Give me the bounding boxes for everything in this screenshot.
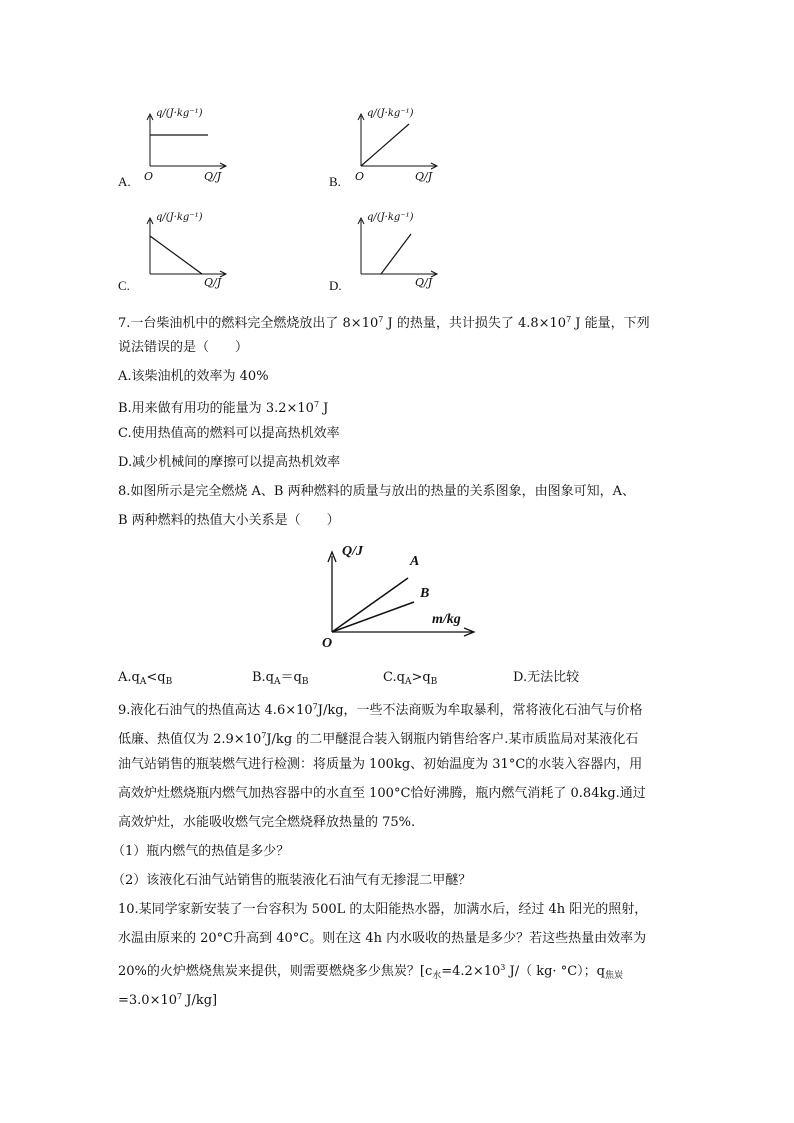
q6-ylabel: q/(J·kg⁻¹) (367, 212, 414, 223)
q10-sub: 焦炭 (604, 971, 623, 981)
q6-graph-d (329, 212, 439, 294)
q8-stem-line2: B 两种燃料的热值大小关系是（ ） (118, 513, 340, 528)
q6-option-letter: A. (118, 174, 131, 189)
q7-exp: 7 (313, 400, 320, 409)
q7-exp: 7 (378, 315, 384, 324)
q10-sub: 水 (432, 971, 442, 981)
q7-text: J 的热量，共计损失了 4.8×10 (383, 316, 567, 331)
q6-ylabel: q/(J·kg⁻¹) (156, 212, 203, 223)
q9-stem-line4: 高效炉灶燃烧瓶内燃气加热容器中的水直至 100°C恰好沸腾，瓶内燃气消耗了 0.84kg.通过 (118, 786, 646, 801)
q8-sub: B (165, 677, 173, 687)
q8-line-b-label: B (420, 586, 430, 601)
q9-stem-line5: 高效炉灶，水能吸收燃气完全燃烧释放热量的 75%. (118, 815, 416, 830)
q6-graph-a (118, 108, 228, 190)
q6-xlabel: Q/J (415, 276, 433, 289)
q9-text: J/kg 的二甲醚混合装入钢瓶内销售给客户.某市质监局对某液化石 (266, 732, 639, 747)
q6-xlabel: Q/J (204, 276, 222, 289)
q8-line-a-label: A (410, 554, 420, 569)
q10-text: =4.2×10 (441, 964, 501, 979)
q8-sub: A (274, 677, 281, 687)
q6-ylabel: q/(J·kg⁻¹) (367, 108, 414, 119)
q6-graph-c (118, 212, 228, 294)
q6-xlabel: Q/J (204, 170, 222, 183)
q9-stem-line3: 油气站销售的瓶装燃气进行检测：将质量为 100kg、初始温度为 31°C的水装入容器内，用 (118, 757, 643, 772)
q9-text: 9.液化石油气的热值高达 4.6×10 (118, 703, 313, 718)
q7-text: 7.一台柴油机中的燃料完全燃烧放出了 8×10 (118, 316, 379, 331)
q6-origin: O (355, 170, 365, 183)
q7-option-b (118, 395, 328, 419)
q8-sub: B (430, 677, 438, 687)
q7-stem-line2: 说法错误的是（ ） (118, 340, 249, 355)
q8-xlabel: m/kg (432, 612, 461, 627)
q8-option-b (252, 668, 308, 692)
q8-option-d: D.无法比较 (513, 670, 580, 685)
q6-xlabel: Q/J (415, 170, 433, 183)
q9-exp: 7 (261, 731, 267, 740)
q9-subquestion-2: （2）该液化石油气站销售的瓶装液化石油气有无掺混二甲醚？ (112, 873, 472, 888)
q8-sub: A (404, 677, 412, 687)
q8-sub: A (139, 677, 147, 687)
q9-stem-line1 (118, 697, 643, 721)
q10-text: J/kg] (182, 993, 218, 1008)
q6-graph-b (329, 108, 439, 190)
q8-sub: B (301, 677, 309, 687)
q7-option-a: A.该柴油机的效率为 40% (118, 369, 269, 384)
q10-exp: 7 (177, 992, 183, 1001)
q8-text: >q (411, 670, 431, 685)
q10-stem-line2: 水温由原来的 20°C升高到 40°C。则在这 4h 内水吸收的热量是多少？若这些热量由效率为 (118, 931, 647, 946)
q7-stem-line1 (118, 310, 650, 334)
q7-text: J 能量，下列 (571, 316, 650, 331)
q10-stem-line3 (118, 958, 623, 986)
q8-text: <q (146, 670, 166, 685)
q8-text: ＝q (280, 670, 302, 685)
q9-stem-line2 (118, 726, 638, 750)
q10-text: =3.0×10 (118, 993, 178, 1008)
q10-text: J/（ kg· °C）；q (505, 964, 605, 979)
q8-text: C.q (383, 670, 405, 685)
q7-text: B.用来做有用功的能量为 3.2×10 (118, 401, 314, 416)
q7-option-c: C.使用热值高的燃料可以提高热机效率 (118, 426, 340, 441)
q8-ylabel: Q/J (342, 544, 363, 559)
q9-text: J/kg，一些不法商贩为牟取暴利，常将液化石油气与价格 (317, 703, 643, 718)
q10-stem-line4 (118, 987, 217, 1011)
q8-graph-svg (310, 540, 480, 658)
q10-text: 20%的火炉燃烧焦炭来提供，则需要燃烧多少焦炭？[c (118, 964, 433, 979)
q8-origin: O (322, 636, 333, 651)
q7-exp: 7 (566, 315, 572, 324)
q6-option-letter: D. (329, 278, 342, 293)
q9-exp: 7 (312, 702, 318, 711)
q10-exp: 3 (500, 963, 506, 972)
q9-text: 低廉、热值仅为 2.9×10 (118, 732, 262, 747)
q8-option-c (383, 668, 437, 692)
q6-option-letter: B. (329, 174, 341, 189)
q8-stem-line1: 8.如图所示是完全燃烧 A、B 两种燃料的质量与放出的热量的关系图象，由图象可知，A、 (118, 484, 635, 499)
q6-option-letter: C. (118, 278, 130, 293)
q8-text: A.q (118, 670, 140, 685)
q7-text: J (319, 401, 329, 416)
q8-text: B.q (252, 670, 275, 685)
q6-ylabel: q/(J·kg⁻¹) (156, 108, 203, 119)
q8-graph (310, 540, 480, 658)
q7-option-d: D.减少机械间的摩擦可以提高热机效率 (118, 455, 341, 470)
q10-stem-line1: 10.某同学家新安装了一台容积为 500L 的太阳能热水器，加满水后，经过 4h 阳光的照射， (118, 902, 648, 917)
q8-option-a (118, 668, 172, 692)
q9-subquestion-1: （1）瓶内燃气的热值是多少？ (112, 844, 290, 859)
q6-origin: O (144, 170, 154, 183)
